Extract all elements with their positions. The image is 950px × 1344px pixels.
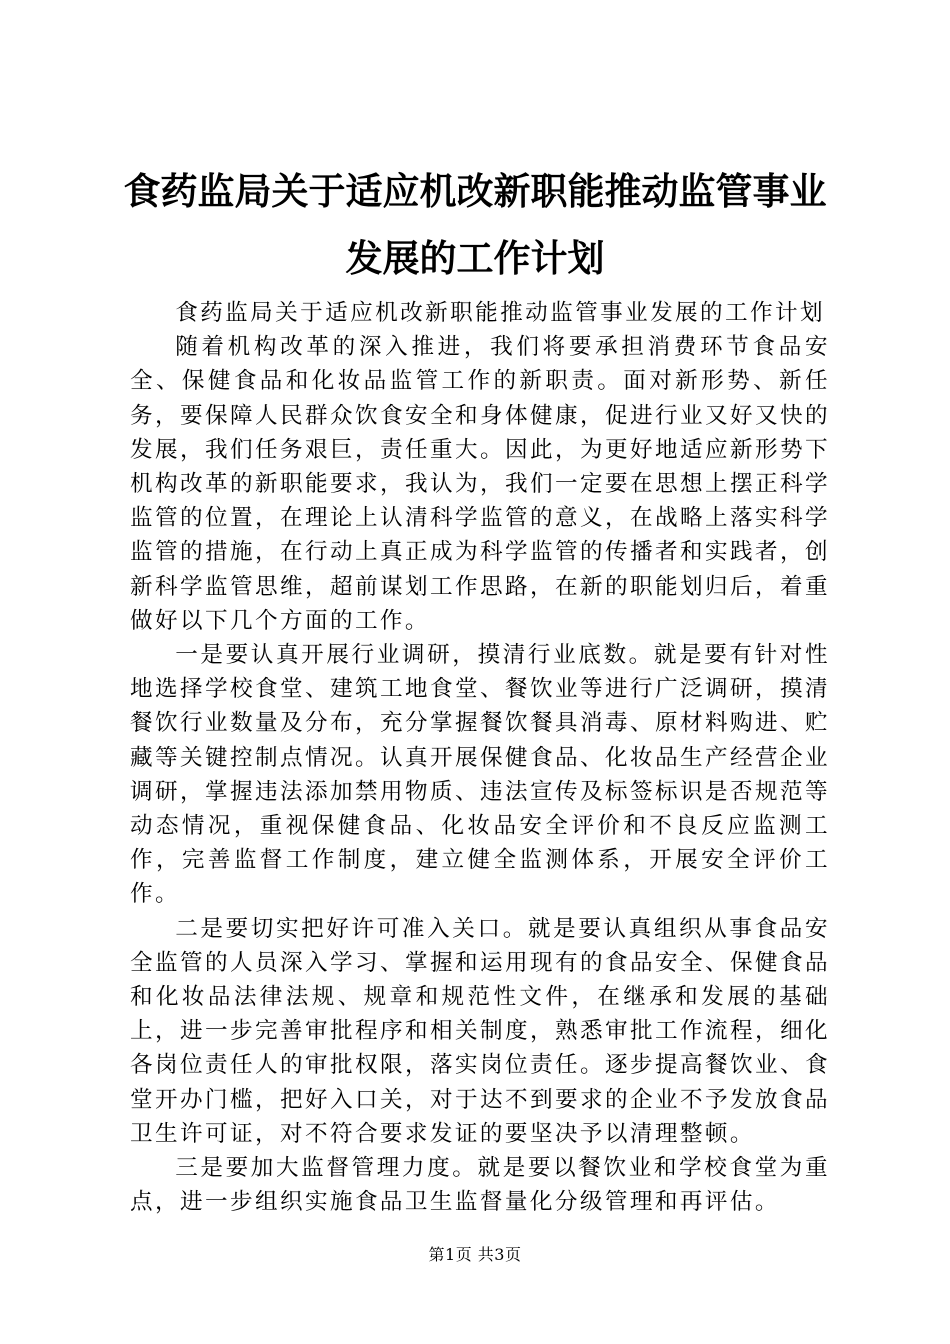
document-body (130, 296, 830, 1219)
document-title: 食药监局关于适应机改新职能推动监管事业发展的工作计划 (123, 169, 827, 280)
paragraph-point-three: 三是要加大监督管理力度。就是要以餐饮业和学校食堂为重点，进一步组织实施食品卫生监督量化分级管理和再评估。 (130, 1155, 830, 1216)
paragraph-point-one: 一是要认真开展行业调研，摸清行业底数。就是要有针对性地选择学校食堂、建筑工地食堂、餐饮业等进行广泛调研，摸清餐饮行业数量及分布，充分掌握餐饮餐具消毒、原材料购进、贮藏等关键控制点情况。认真开展保健食品、化妆品生产经营企业调研，掌握违法添加禁用物质、违法宣传及标签标识是否规范等动态情况，重视保健食品、化妆品安全评价和不良反应监测工作，完善监督工作制度，建立健全监测体系，开展安全评价工作。 (130, 642, 830, 908)
paragraph-point-two: 二是要切实把好许可准入关口。就是要认真组织从事食品安全监管的人员深入学习、掌握和运用现有的食品安全、保健食品和化妆品法律法规、规章和规范性文件，在继承和发展的基础上，进一步完善审批程序和相关制度，熟悉审批工作流程，细化各岗位责任人的审批权限，落实岗位责任。逐步提高餐饮业、食堂开办门槛，把好入口关，对于达不到要求的企业不予发放食品卫生许可证，对不符合要求发证的要坚决予以清理整顿。 (130, 915, 830, 1147)
page-footer: 第1页 共3页 (428, 1245, 522, 1264)
paragraph-intro: 随着机构改革的深入推进，我们将要承担消费环节食品安全、保健食品和化妆品监管工作的新职责。面对新形势、新任务，要保障人民群众饮食安全和身体健康，促进行业又好又快的发展，我们任务艰巨，责任重大。因此，为更好地适应新形势下机构改革的新职能要求，我认为，我们一定要在思想上摆正科学监管的位置，在理论上认清科学监管的意义，在战略上落实科学监管的措施，在行动上真正成为科学监管的传播者和实践者，创新科学监管思维，超前谋划工作思路，在新的职能划归后，着重做好以下几个方面的工作。 (130, 334, 830, 634)
paragraph-title-repeat: 食药监局关于适应机改新职能推动监管事业发展的工作计划 (175, 300, 826, 326)
